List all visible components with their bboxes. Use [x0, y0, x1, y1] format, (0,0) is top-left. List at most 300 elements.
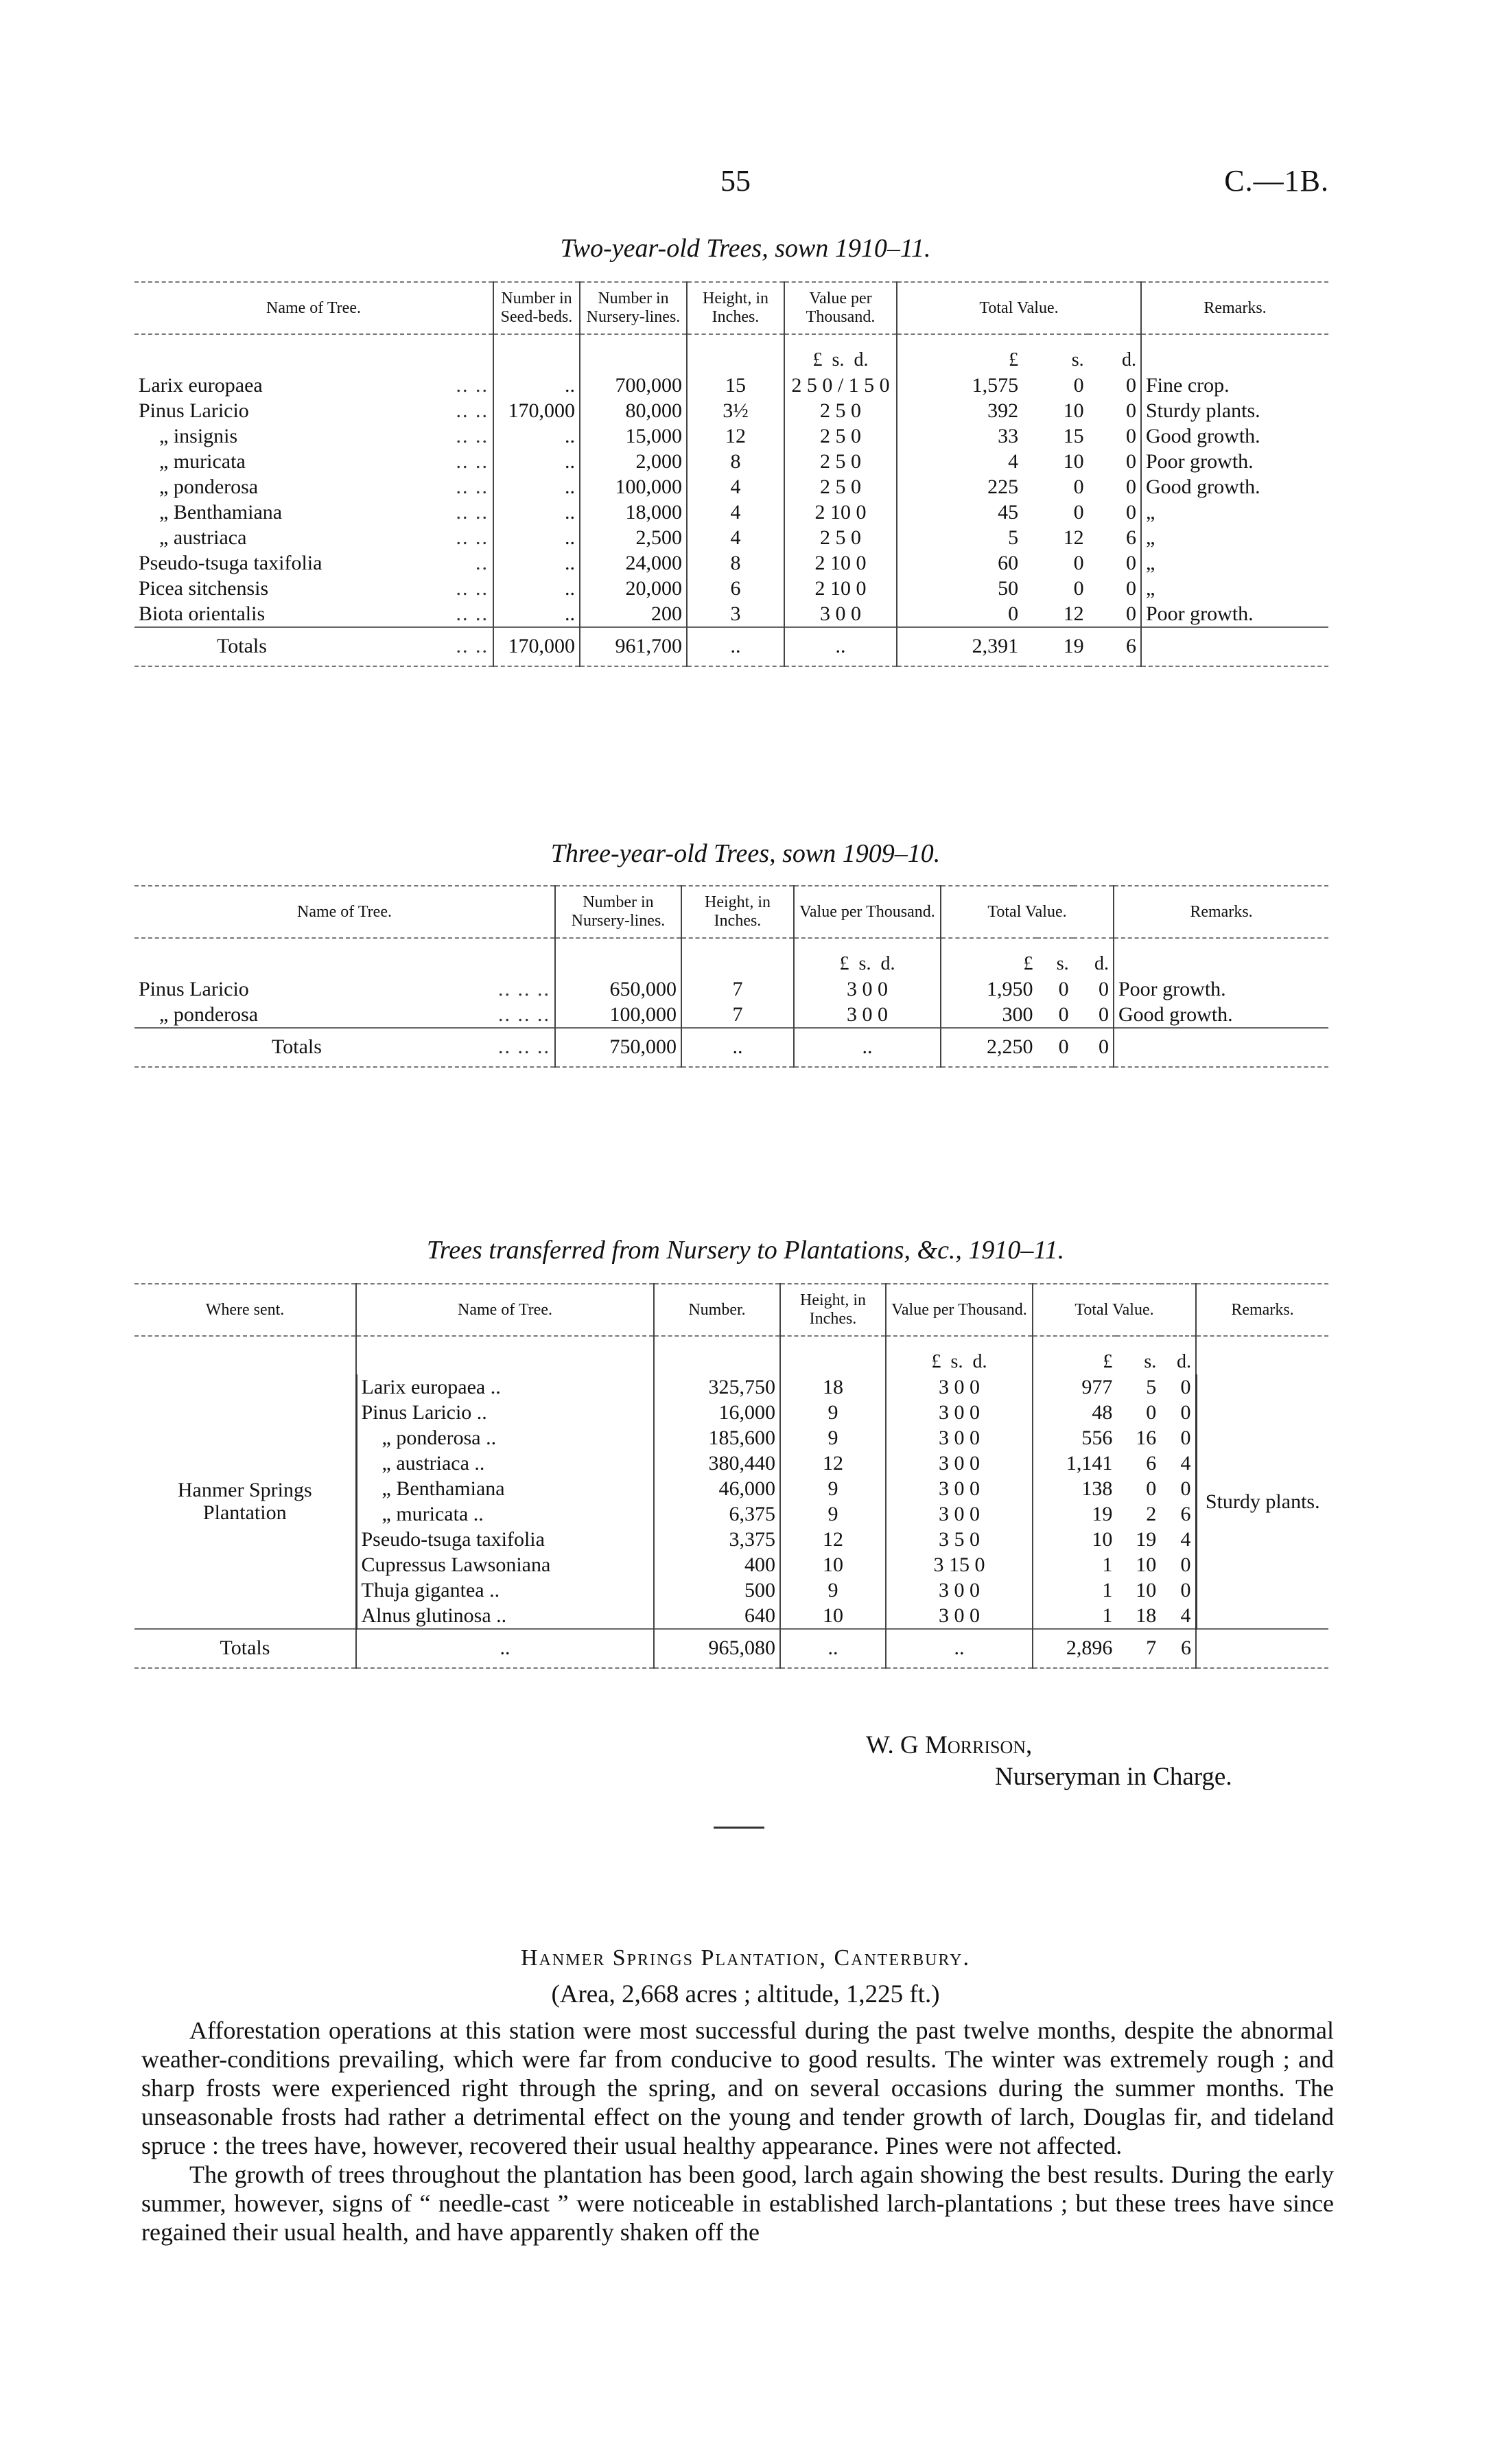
cell-total-pence: 0 — [1180, 1427, 1191, 1449]
cell-total-shillings: 0 — [1073, 476, 1084, 498]
totals-row — [134, 1629, 1328, 1668]
cell-total-pence: 0 — [1126, 602, 1136, 625]
cell-value: 3 5 0 — [886, 1527, 1033, 1552]
cell-total-pence: 0 — [1126, 577, 1136, 600]
cell-name — [134, 449, 493, 474]
cell-remarks: „ — [1141, 500, 1328, 525]
signature-title: Nurseryman in Charge. — [995, 1763, 1232, 1791]
table2-caption: Three-year-old Trees, sown 1909–10. — [550, 839, 941, 868]
cell-total-pence: 4 — [1180, 1604, 1191, 1627]
col-value: Value per Thousand. — [794, 886, 941, 938]
cell-seedbeds: .. — [493, 550, 580, 576]
col-value: Value per Thousand. — [886, 1284, 1033, 1336]
cell-height: 12 — [687, 423, 784, 449]
cell-totals-label: Totals — [134, 1629, 356, 1668]
cell-nursery: 2,000 — [580, 449, 687, 474]
tree-name: Alnus glutinosa .. — [361, 1604, 507, 1627]
cell-height: 10 — [780, 1552, 886, 1577]
cell-name — [134, 550, 493, 576]
cell-number-total: 965,080 — [654, 1629, 780, 1668]
cell-total-pence: 0 — [1126, 501, 1136, 524]
cell-total-pence: 4 — [1180, 1452, 1191, 1475]
cell-total-shillings: 12 — [1063, 526, 1084, 549]
cell-remarks: Fine crop. — [1141, 373, 1328, 398]
cell-height-total: .. — [780, 1629, 886, 1668]
cell-total-pence: 0 — [1180, 1477, 1191, 1500]
cell-value-total: .. — [886, 1629, 1033, 1668]
table-header-row — [134, 886, 1328, 938]
cell-total-pounds: 1 — [1033, 1552, 1116, 1577]
cell-height: 12 — [780, 1527, 886, 1552]
cell-number: 46,000 — [654, 1476, 780, 1501]
cell-nursery: 700,000 — [580, 373, 687, 398]
cell-total-shillings: 15 — [1063, 425, 1084, 447]
cell-name — [134, 500, 493, 525]
cell-remarks: „ — [1141, 576, 1328, 601]
unit-pound: £ — [839, 953, 849, 974]
table-row — [134, 474, 1328, 500]
table-two-year-old-trees — [134, 281, 1328, 667]
cell-height: 9 — [780, 1476, 886, 1501]
cell-total-pounds: 60 — [897, 550, 1022, 576]
cell-value: 3 0 0 — [886, 1577, 1033, 1603]
unit-pence: d. — [1094, 953, 1109, 974]
cell-height: 4 — [687, 525, 784, 550]
cell-empty — [687, 334, 784, 373]
cell-total-pounds: 50 — [897, 576, 1022, 601]
unit-shilling: s. — [1144, 1351, 1157, 1372]
cell-name — [134, 525, 493, 550]
cell-total-pence: 0 — [1180, 1401, 1191, 1424]
cell-total-pence: 0 — [1126, 374, 1136, 397]
cell-total-shillings: 5 — [1146, 1376, 1157, 1398]
cell-height: 9 — [780, 1577, 886, 1603]
cell-total-pounds: 225 — [897, 474, 1022, 500]
table-row — [134, 373, 1328, 398]
cell-total-shillings: 16 — [1136, 1427, 1157, 1449]
leader-dots: .. .. — [456, 399, 489, 422]
cell-empty — [1114, 1028, 1328, 1067]
table-trees-transferred — [134, 1283, 1328, 1669]
col-number: Number. — [654, 1284, 780, 1336]
table-three-year-old-trees — [134, 885, 1328, 1068]
tree-name: „ ponderosa .. — [381, 1427, 497, 1449]
cell-total-pounds: 1,950 — [941, 976, 1037, 1002]
totals-label: Totals — [272, 1035, 322, 1058]
col-remarks: Remarks. — [1114, 886, 1328, 938]
cell-remarks: Poor growth. — [1114, 976, 1328, 1002]
unit-d: d. — [972, 1351, 987, 1372]
cell-total-pence: 0 — [1126, 425, 1136, 447]
leader-dots: .. .. — [456, 577, 489, 600]
col-nursery: Number in Nursery-lines. — [580, 282, 687, 334]
unit-pence: d. — [1122, 349, 1136, 371]
cell-height: 3½ — [687, 398, 784, 423]
cell-value-total: .. — [794, 1028, 941, 1067]
tree-name: Pinus Laricio .. — [361, 1401, 487, 1424]
leader-dots: .. .. — [456, 374, 489, 397]
cell-value: 2 5 0 — [784, 525, 897, 550]
cell-nursery: 100,000 — [555, 1002, 681, 1028]
leader-dots: .. .. .. — [498, 1003, 550, 1026]
col-height: Height, in Inches. — [687, 282, 784, 334]
cell-height-total: .. — [687, 627, 784, 666]
cell-empty — [356, 1336, 654, 1374]
col-name: Name of Tree. — [134, 886, 555, 938]
cell-name — [356, 1476, 654, 1501]
unit-pence: d. — [1177, 1351, 1191, 1372]
cell-value: 3 0 0 — [886, 1400, 1033, 1425]
cell-value: 2 10 0 — [784, 500, 897, 525]
unit-pound: £ — [812, 349, 823, 371]
tree-name: Larix europaea — [139, 374, 263, 397]
cell-name — [356, 1577, 654, 1603]
tree-name: „ muricata — [159, 450, 246, 473]
cell-total-pence: 0 — [1126, 450, 1136, 473]
cell-total-shillings: 2 — [1146, 1503, 1157, 1525]
tree-name: „ ponderosa — [159, 476, 259, 498]
cell-value: 3 0 0 — [794, 976, 941, 1002]
cell-number: 16,000 — [654, 1400, 780, 1425]
cell-total-shillings: 12 — [1063, 602, 1084, 625]
cell-name — [356, 1552, 654, 1577]
cell-height: 18 — [780, 1374, 886, 1400]
cell-nursery: 18,000 — [580, 500, 687, 525]
cell-total-pence: 0 — [1180, 1376, 1191, 1398]
tree-name: „ Benthamiana — [159, 501, 283, 524]
paragraph: The growth of trees throughout the plantation has been good, larch again showing the best results. During the early summer, however, signs of “ needle-cast ” were noticeable in established larch-plantations ; but these trees have since regained their usual health, and have apparently shaken off the — [141, 2161, 1334, 2246]
leader-dots: .. .. — [456, 635, 489, 657]
table-row — [134, 1374, 1328, 1400]
cell-total-pence: 0 — [1099, 1003, 1109, 1026]
cell-value: 2 10 0 — [784, 550, 897, 576]
cell-seedbeds: .. — [493, 601, 580, 627]
cell-nursery: 15,000 — [580, 423, 687, 449]
leader-dots: .. .. — [456, 501, 489, 524]
cell-height: 9 — [780, 1501, 886, 1527]
cell-total-pence: 6 — [1180, 1503, 1191, 1525]
cell-total-pounds: 977 — [1033, 1374, 1116, 1400]
cell-total-pounds: 2,250 — [941, 1028, 1037, 1067]
section-divider — [714, 1827, 764, 1829]
table-row — [134, 525, 1328, 550]
unit-s: s. — [858, 953, 871, 974]
cell-empty — [493, 334, 580, 373]
cell-value: 2 10 0 — [784, 576, 897, 601]
table-row — [134, 423, 1328, 449]
cell-totals-label — [134, 627, 493, 666]
cell-total-shillings: 10 — [1136, 1553, 1157, 1576]
cell-number: 500 — [654, 1577, 780, 1603]
cell-height: 12 — [780, 1451, 886, 1476]
cell-number: 640 — [654, 1603, 780, 1629]
cell-seedbeds: .. — [493, 500, 580, 525]
table-row — [134, 449, 1328, 474]
cell-name — [356, 1400, 654, 1425]
unit-s: s. — [950, 1351, 963, 1372]
cell-total-shillings: 19 — [1022, 627, 1088, 666]
cell-total-shillings: 0 — [1073, 577, 1084, 600]
cell-name — [134, 398, 493, 423]
col-total: Total Value. — [941, 886, 1114, 938]
cell-total-pence: 0 — [1126, 476, 1136, 498]
cell-remarks: Sturdy plants. — [1196, 1374, 1328, 1629]
cell-empty — [555, 938, 681, 976]
tree-name: „ Benthamiana — [381, 1477, 505, 1500]
units-row — [134, 938, 1328, 976]
cell-total-pounds: 1 — [1033, 1603, 1116, 1629]
cell-seedbeds: .. — [493, 525, 580, 550]
cell-total-pence: 6 — [1088, 627, 1141, 666]
cell-empty — [1141, 334, 1328, 373]
unit-shilling: s. — [1071, 349, 1084, 371]
cell-total-pounds: 392 — [897, 398, 1022, 423]
cell-height: 8 — [687, 550, 784, 576]
cell-total-pence: 0 — [1180, 1579, 1191, 1601]
unit-d: d. — [880, 953, 895, 974]
cell-total-pounds: 300 — [941, 1002, 1037, 1028]
cell-name — [134, 576, 493, 601]
tree-name: Pinus Laricio — [139, 399, 249, 422]
table-header-row — [134, 282, 1328, 334]
cell-totals-label — [134, 1028, 555, 1067]
cell-empty — [134, 334, 493, 373]
cell-seedbeds: 170,000 — [493, 398, 580, 423]
totals-label: Totals — [217, 635, 267, 657]
tree-name: „ ponderosa — [159, 1003, 259, 1026]
value-units — [784, 334, 897, 373]
cell-total-shillings: 10 — [1136, 1579, 1157, 1601]
cell-name — [134, 601, 493, 627]
cell-total-pounds: 1 — [1033, 1577, 1116, 1603]
unit-pound: £ — [931, 1351, 941, 1372]
cell-total-pounds: 45 — [897, 500, 1022, 525]
cell-height: 7 — [681, 976, 794, 1002]
cell-nursery: 24,000 — [580, 550, 687, 576]
unit-pound: £ — [897, 334, 1022, 373]
table-row — [134, 576, 1328, 601]
cell-total-shillings: 6 — [1146, 1452, 1157, 1475]
cell-value-total: .. — [784, 627, 897, 666]
cell-name — [134, 976, 555, 1002]
cell-total-shillings: 10 — [1063, 450, 1084, 473]
col-height: Height, in Inches. — [681, 886, 794, 938]
cell-name-total: .. — [356, 1629, 654, 1668]
cell-remarks: Poor growth. — [1141, 601, 1328, 627]
totals-row — [134, 627, 1328, 666]
cell-name — [134, 423, 493, 449]
col-remarks: Remarks. — [1141, 282, 1328, 334]
table1-caption: Two-year-old Trees, sown 1910–11. — [560, 234, 931, 263]
cell-name — [356, 1374, 654, 1400]
cell-total-pounds: 138 — [1033, 1476, 1116, 1501]
tree-name: „ muricata .. — [381, 1503, 484, 1525]
cell-nursery: 100,000 — [580, 474, 687, 500]
table-header-row — [134, 1284, 1328, 1336]
table-row — [134, 500, 1328, 525]
cell-remarks: Good growth. — [1141, 423, 1328, 449]
cell-total-shillings: 0 — [1073, 552, 1084, 574]
cell-height-total: .. — [681, 1028, 794, 1067]
cell-total-pounds: 556 — [1033, 1425, 1116, 1451]
cell-seedbeds: .. — [493, 449, 580, 474]
value-units — [794, 938, 941, 976]
units-row — [134, 1336, 1328, 1374]
cell-seedbeds: .. — [493, 576, 580, 601]
cell-total-pounds: 10 — [1033, 1527, 1116, 1552]
cell-value: 2 5 0 — [784, 423, 897, 449]
cell-name — [356, 1501, 654, 1527]
cell-remarks: Sturdy plants. — [1141, 398, 1328, 423]
cell-total-pounds: 2,896 — [1033, 1629, 1116, 1668]
tree-name: Cupressus Lawsoniana — [361, 1553, 551, 1576]
cell-nursery-total: 961,700 — [580, 627, 687, 666]
tree-name: Pseudo-tsuga taxifolia — [361, 1528, 545, 1551]
cell-total-pounds: 4 — [897, 449, 1022, 474]
cell-empty — [1141, 627, 1328, 666]
cell-nursery: 650,000 — [555, 976, 681, 1002]
col-total: Total Value. — [897, 282, 1141, 334]
cell-empty — [780, 1336, 886, 1374]
cell-value: 3 0 0 — [886, 1425, 1033, 1451]
cell-height: 9 — [780, 1425, 886, 1451]
leader-dots: .. .. — [456, 526, 489, 549]
cell-total-shillings: 19 — [1136, 1528, 1157, 1551]
totals-row — [134, 1028, 1328, 1067]
table-row — [134, 1002, 1328, 1028]
unit-pound: £ — [941, 938, 1037, 976]
cell-total-shillings: 0 — [1037, 1028, 1072, 1067]
cell-total-pounds: 48 — [1033, 1400, 1116, 1425]
leader-dots: .. .. — [456, 476, 489, 498]
cell-value: 2 5 0 / 1 5 0 — [784, 373, 897, 398]
tree-name: Picea sitchensis — [139, 577, 269, 600]
table-row — [134, 976, 1328, 1002]
cell-value: 2 5 0 — [784, 474, 897, 500]
cell-total-pence: 0 — [1126, 399, 1136, 422]
table-row — [134, 398, 1328, 423]
cell-remarks: Poor growth. — [1141, 449, 1328, 474]
cell-total-pence: 6 — [1126, 526, 1136, 549]
cell-remarks: „ — [1141, 525, 1328, 550]
cell-empty — [134, 938, 555, 976]
cell-empty — [1196, 1336, 1328, 1374]
cell-total-shillings: 0 — [1146, 1401, 1157, 1424]
paragraph: Afforestation operations at this station were most successful during the past twelve months, despite the abnormal weather-conditions prevailing, which were far from conducive to good results. The winter was extremely rough ; and sharp frosts were experienced right through the spring, and on several occasions during the summer months. The unseasonable frosts had rather a detrimental effect on the young and tender growth of larch, Douglas fir, and tideland spruce : the trees have, however, recovered their usual healthy appearance. Pines were not affected. — [141, 2017, 1334, 2159]
cell-nursery: 2,500 — [580, 525, 687, 550]
signature-name: W. G Morrison, — [866, 1731, 1033, 1759]
leader-dots: .. .. — [456, 425, 489, 447]
unit-shilling: s. — [832, 349, 845, 371]
cell-total-pounds: 33 — [897, 423, 1022, 449]
cell-nursery: 20,000 — [580, 576, 687, 601]
col-value: Value per Thousand. — [784, 282, 897, 334]
cell-total-shillings: 0 — [1058, 1003, 1069, 1026]
cell-height: 8 — [687, 449, 784, 474]
cell-name — [356, 1603, 654, 1629]
cell-value: 3 15 0 — [886, 1552, 1033, 1577]
cell-value: 3 0 0 — [886, 1501, 1033, 1527]
cell-total-shillings: 0 — [1073, 374, 1084, 397]
col-where: Where sent. — [134, 1284, 356, 1336]
cell-empty — [654, 1336, 780, 1374]
tree-name: Pinus Laricio — [139, 978, 249, 1000]
cell-height: 3 — [687, 601, 784, 627]
cell-total-shillings: 7 — [1116, 1629, 1160, 1668]
cell-name — [356, 1425, 654, 1451]
cell-nursery: 80,000 — [580, 398, 687, 423]
unit-pence: d. — [854, 349, 869, 371]
col-seedbeds: Number in Seed-beds. — [493, 282, 580, 334]
cell-number: 400 — [654, 1552, 780, 1577]
table-row — [134, 601, 1328, 627]
document-reference: C.—1B. — [1224, 164, 1329, 198]
cell-total-shillings: 10 — [1063, 399, 1084, 422]
cell-height: 4 — [687, 474, 784, 500]
cell-remarks: Good growth. — [1114, 1002, 1328, 1028]
col-remarks: Remarks. — [1196, 1284, 1328, 1336]
cell-number: 3,375 — [654, 1527, 780, 1552]
cell-seedbeds: .. — [493, 474, 580, 500]
section-subheading: (Area, 2,668 acres ; altitude, 1,225 ft.) — [551, 1980, 940, 2008]
table-row — [134, 550, 1328, 576]
cell-height: 6 — [687, 576, 784, 601]
cell-total-pounds: 0 — [897, 601, 1022, 627]
cell-seedbeds: .. — [493, 373, 580, 398]
cell-value: 3 0 0 — [794, 1002, 941, 1028]
cell-value: 2 5 0 — [784, 398, 897, 423]
cell-seedbeds-total: 170,000 — [493, 627, 580, 666]
cell-total-shillings: 0 — [1073, 501, 1084, 524]
cell-total-pounds: 2,391 — [897, 627, 1022, 666]
cell-empty — [134, 1336, 356, 1374]
tree-name: „ austriaca — [159, 526, 247, 549]
cell-height: 10 — [780, 1603, 886, 1629]
leader-dots: .. — [476, 552, 489, 574]
cell-number: 380,440 — [654, 1451, 780, 1476]
cell-height: 15 — [687, 373, 784, 398]
tree-name: Larix europaea .. — [361, 1376, 501, 1398]
tree-name: „ austriaca .. — [381, 1452, 485, 1475]
cell-total-pence: 0 — [1099, 978, 1109, 1000]
col-name: Name of Tree. — [134, 282, 493, 334]
cell-value: 3 0 0 — [886, 1374, 1033, 1400]
tree-name: Thuja gigantea .. — [361, 1579, 500, 1601]
cell-name — [134, 373, 493, 398]
cell-total-shillings: 0 — [1146, 1477, 1157, 1500]
cell-empty — [1196, 1629, 1328, 1668]
col-height: Height, in Inches. — [780, 1284, 886, 1336]
cell-value: 3 0 0 — [784, 601, 897, 627]
section-heading: Hanmer Springs Plantation, Canterbury. — [521, 1945, 970, 1971]
cell-height: 9 — [780, 1400, 886, 1425]
cell-total-pounds: 1,575 — [897, 373, 1022, 398]
cell-total-pence: 0 — [1180, 1553, 1191, 1576]
cell-empty — [1114, 938, 1328, 976]
cell-total-pounds: 5 — [897, 525, 1022, 550]
cell-nursery: 200 — [580, 601, 687, 627]
cell-value: 3 0 0 — [886, 1476, 1033, 1501]
units-row — [134, 334, 1328, 373]
unit-shilling: s. — [1056, 953, 1069, 974]
cell-name — [134, 474, 493, 500]
cell-name — [134, 1002, 555, 1028]
cell-empty — [681, 938, 794, 976]
cell-total-pence: 0 — [1126, 552, 1136, 574]
value-units — [886, 1336, 1033, 1374]
cell-value: 3 0 0 — [886, 1603, 1033, 1629]
section-body — [141, 2016, 1334, 2246]
